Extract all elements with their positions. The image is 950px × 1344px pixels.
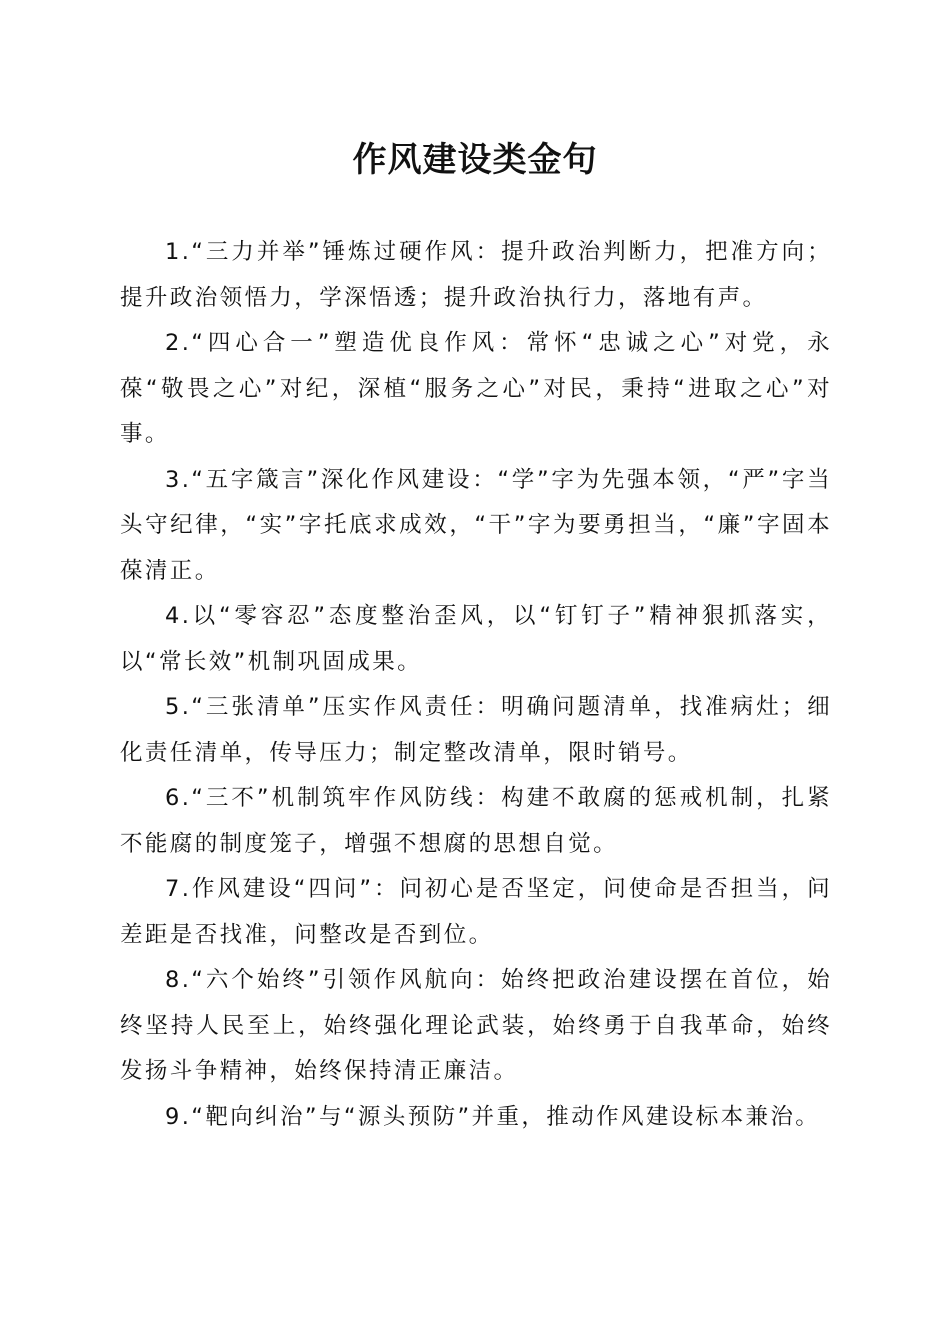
paragraph-8: 8.“六个始终”引领作风航向：始终把政治建设摆在首位，始终坚持人民至上，始终强化理论武装，始终勇于自我革命，始终发扬斗争精神，始终保持清正廉洁。 — [120, 967, 832, 1084]
paragraph-6: 6.“三不”机制筑牢作风防线：构建不敢腐的惩戒机制，扎紧不能腐的制度笼子，增强不想腐的思想自觉。 — [120, 785, 832, 857]
paragraph-3: 3.“五字箴言”深化作风建设：“学”字为先强本领，“严”字当头守纪律，“实”字托底求成效，“干”字为要勇担当，“廉”字固本葆清正。 — [120, 466, 832, 584]
paragraph-5: 5.“三张清单”压实作风责任：明确问题清单，找准病灶；细化责任清单，传导压力；制定整改清单，限时销号。 — [120, 694, 832, 766]
paragraph-2: 2.“四心合一”塑造优良作风：常怀“忠诚之心”对党，永葆“敬畏之心”对纪，深植“服务之心”对民，秉持“进取之心”对事。 — [120, 330, 832, 447]
paragraph-9: 9.“靶向纠治”与“源头预防”并重，推动作风建设标本兼治。 — [165, 1103, 821, 1130]
document-body — [120, 230, 832, 1140]
document-title: 作风建设类金句 — [352, 140, 598, 180]
paragraph-7: 7.作风建设“四问”：问初心是否坚定，问使命是否担当，问差距是否找准，问整改是否到位。 — [120, 876, 832, 948]
paragraph-1: 1.“三力并举”锤炼过硬作风：提升政治判断力，把准方向；提升政治领悟力，学深悟透；提升政治执行力，落地有声。 — [120, 239, 832, 311]
paragraph-4: 4.以“零容忍”态度整治歪风，以“钉钉子”精神狠抓落实，以“常长效”机制巩固成果。 — [120, 603, 832, 675]
